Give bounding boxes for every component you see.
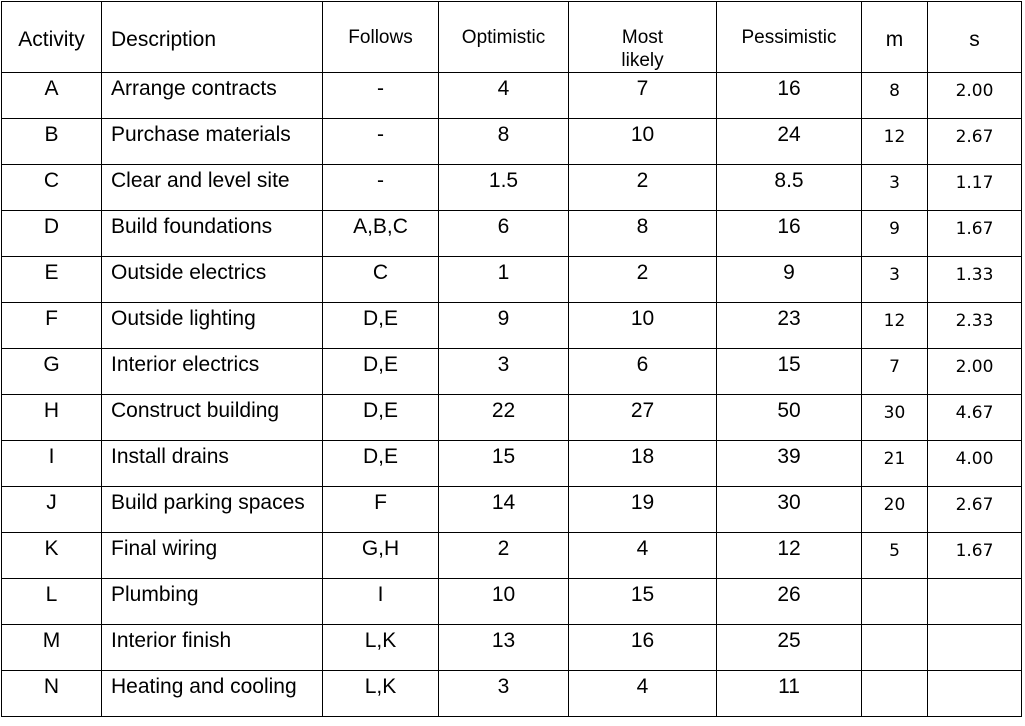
cell-m: 12 xyxy=(862,119,928,165)
cell-pessimistic: 16 xyxy=(717,73,862,119)
table-row xyxy=(2,533,1022,579)
cell-description: Install drains xyxy=(102,441,323,487)
cell-most-likely: 16 xyxy=(569,625,717,671)
cell-activity: L xyxy=(2,579,102,625)
header-most-likely-line1: Most xyxy=(621,27,664,48)
cell-s: 4.67 xyxy=(928,395,1022,441)
cell-most-likely: 6 xyxy=(569,349,717,395)
header-m: m xyxy=(862,2,928,73)
table-row xyxy=(2,625,1022,671)
header-s: s xyxy=(928,2,1022,73)
cell-s: 1.67 xyxy=(928,533,1022,579)
cell-m xyxy=(862,671,928,717)
cell-m: 12 xyxy=(862,303,928,349)
cell-s: 2.67 xyxy=(928,487,1022,533)
header-most-likely xyxy=(569,2,717,73)
cell-m: 5 xyxy=(862,533,928,579)
cell-pessimistic: 39 xyxy=(717,441,862,487)
cell-follows: C xyxy=(323,257,439,303)
cell-most-likely: 10 xyxy=(569,119,717,165)
cell-s: 1.17 xyxy=(928,165,1022,211)
cell-optimistic: 22 xyxy=(439,395,569,441)
cell-pessimistic: 9 xyxy=(717,257,862,303)
cell-activity: D xyxy=(2,211,102,257)
header-pessimistic: Pessimistic xyxy=(717,2,862,73)
cell-s xyxy=(928,579,1022,625)
cell-pessimistic: 23 xyxy=(717,303,862,349)
cell-description: Purchase materials xyxy=(102,119,323,165)
cell-most-likely: 7 xyxy=(569,73,717,119)
cell-description: Interior finish xyxy=(102,625,323,671)
cell-optimistic: 6 xyxy=(439,211,569,257)
cell-description: Clear and level site xyxy=(102,165,323,211)
cell-description: Outside electrics xyxy=(102,257,323,303)
cell-follows: D,E xyxy=(323,441,439,487)
cell-description: Construct building xyxy=(102,395,323,441)
cell-m: 7 xyxy=(862,349,928,395)
cell-most-likely: 4 xyxy=(569,671,717,717)
cell-pessimistic: 16 xyxy=(717,211,862,257)
cell-description: Interior electrics xyxy=(102,349,323,395)
cell-follows: I xyxy=(323,579,439,625)
cell-pessimistic: 12 xyxy=(717,533,862,579)
table-row xyxy=(2,579,1022,625)
cell-follows: - xyxy=(323,73,439,119)
header-row xyxy=(2,2,1022,73)
table-row xyxy=(2,349,1022,395)
table-row xyxy=(2,73,1022,119)
cell-most-likely: 10 xyxy=(569,303,717,349)
cell-activity: A xyxy=(2,73,102,119)
cell-most-likely: 2 xyxy=(569,257,717,303)
cell-description: Outside lighting xyxy=(102,303,323,349)
cell-s: 2.00 xyxy=(928,73,1022,119)
cell-optimistic: 3 xyxy=(439,671,569,717)
cell-most-likely: 15 xyxy=(569,579,717,625)
cell-s xyxy=(928,625,1022,671)
cell-optimistic: 10 xyxy=(439,579,569,625)
cell-activity: G xyxy=(2,349,102,395)
cell-optimistic: 9 xyxy=(439,303,569,349)
cell-most-likely: 2 xyxy=(569,165,717,211)
cell-m: 3 xyxy=(862,165,928,211)
cell-pessimistic: 30 xyxy=(717,487,862,533)
cell-activity: H xyxy=(2,395,102,441)
cell-follows: L,K xyxy=(323,671,439,717)
cell-pessimistic: 8.5 xyxy=(717,165,862,211)
cell-most-likely: 27 xyxy=(569,395,717,441)
table-row xyxy=(2,119,1022,165)
cell-follows: F xyxy=(323,487,439,533)
cell-optimistic: 4 xyxy=(439,73,569,119)
table-row xyxy=(2,395,1022,441)
activity-table xyxy=(1,1,1022,717)
cell-activity: B xyxy=(2,119,102,165)
header-optimistic: Optimistic xyxy=(439,2,569,73)
cell-activity: J xyxy=(2,487,102,533)
header-follows: Follows xyxy=(323,2,439,73)
cell-follows: L,K xyxy=(323,625,439,671)
cell-optimistic: 8 xyxy=(439,119,569,165)
table-row xyxy=(2,441,1022,487)
table-row xyxy=(2,165,1022,211)
cell-m: 3 xyxy=(862,257,928,303)
table-row xyxy=(2,671,1022,717)
cell-most-likely: 19 xyxy=(569,487,717,533)
table-row xyxy=(2,303,1022,349)
cell-activity: I xyxy=(2,441,102,487)
table-body xyxy=(2,73,1022,717)
cell-pessimistic: 11 xyxy=(717,671,862,717)
table-row xyxy=(2,211,1022,257)
cell-optimistic: 1.5 xyxy=(439,165,569,211)
cell-pessimistic: 15 xyxy=(717,349,862,395)
table-row xyxy=(2,487,1022,533)
cell-m xyxy=(862,625,928,671)
cell-pessimistic: 50 xyxy=(717,395,862,441)
cell-optimistic: 1 xyxy=(439,257,569,303)
header-most-likely-line2: likely xyxy=(621,50,664,71)
cell-follows: D,E xyxy=(323,395,439,441)
cell-activity: E xyxy=(2,257,102,303)
cell-activity: N xyxy=(2,671,102,717)
cell-m: 9 xyxy=(862,211,928,257)
cell-s: 2.67 xyxy=(928,119,1022,165)
cell-follows: - xyxy=(323,165,439,211)
cell-optimistic: 14 xyxy=(439,487,569,533)
cell-activity: F xyxy=(2,303,102,349)
cell-m xyxy=(862,579,928,625)
cell-pessimistic: 25 xyxy=(717,625,862,671)
cell-follows: D,E xyxy=(323,349,439,395)
cell-m: 30 xyxy=(862,395,928,441)
cell-most-likely: 4 xyxy=(569,533,717,579)
cell-s: 4.00 xyxy=(928,441,1022,487)
cell-m: 20 xyxy=(862,487,928,533)
cell-description: Plumbing xyxy=(102,579,323,625)
cell-description: Heating and cooling xyxy=(102,671,323,717)
cell-pessimistic: 26 xyxy=(717,579,862,625)
cell-description: Arrange contracts xyxy=(102,73,323,119)
cell-s: 1.33 xyxy=(928,257,1022,303)
cell-m: 21 xyxy=(862,441,928,487)
cell-activity: M xyxy=(2,625,102,671)
cell-follows: - xyxy=(323,119,439,165)
cell-optimistic: 2 xyxy=(439,533,569,579)
cell-optimistic: 15 xyxy=(439,441,569,487)
cell-activity: C xyxy=(2,165,102,211)
cell-optimistic: 3 xyxy=(439,349,569,395)
cell-s: 1.67 xyxy=(928,211,1022,257)
cell-s xyxy=(928,671,1022,717)
cell-optimistic: 13 xyxy=(439,625,569,671)
cell-most-likely: 18 xyxy=(569,441,717,487)
cell-description: Final wiring xyxy=(102,533,323,579)
cell-follows: G,H xyxy=(323,533,439,579)
cell-s: 2.00 xyxy=(928,349,1022,395)
table-row xyxy=(2,257,1022,303)
cell-s: 2.33 xyxy=(928,303,1022,349)
cell-description: Build parking spaces xyxy=(102,487,323,533)
cell-follows: A,B,C xyxy=(323,211,439,257)
cell-pessimistic: 24 xyxy=(717,119,862,165)
cell-most-likely: 8 xyxy=(569,211,717,257)
cell-description: Build foundations xyxy=(102,211,323,257)
cell-m: 8 xyxy=(862,73,928,119)
header-description: Description xyxy=(102,2,323,73)
cell-activity: K xyxy=(2,533,102,579)
cell-follows: D,E xyxy=(323,303,439,349)
header-activity: Activity xyxy=(2,2,102,73)
